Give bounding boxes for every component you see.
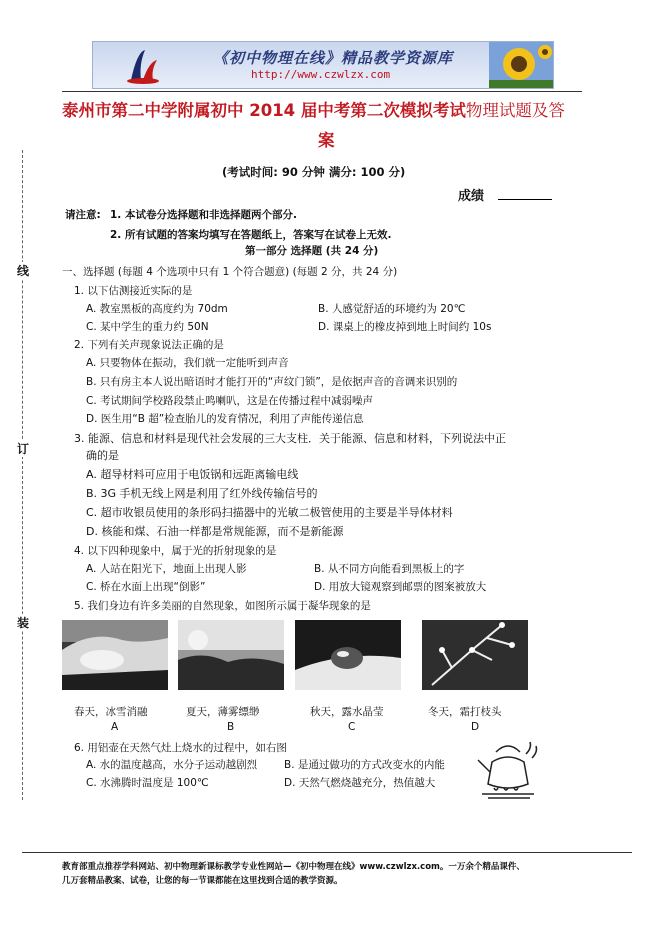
q5-letter-a: A [111,721,119,733]
q6-stem: 6. 用铝壶在天然气灶上烧水的过程中，如右图 [74,742,287,754]
q5-letter-c: C [348,721,356,733]
q2-stem: 2. 下列有关声现象说法正确的是 [74,339,224,351]
sunflower-image [489,42,553,89]
section-heading: 一、选择题 (每题 4 个选项中只有 1 个符合题意) (每题 2 分，共 24 分) [62,266,398,278]
header-rule [62,91,582,92]
footer-text [62,860,602,888]
q5-letter-d: D [471,721,480,733]
q1-option-b: B. 人感觉舒适的环境约为 20℃ [318,303,466,315]
q1-option-d: D. 课桌上的橡皮掉到地上时间约 10s [318,321,492,333]
binding-line [22,150,23,800]
q6-option-c: C. 水沸腾时温度是 100℃ [86,777,209,789]
footer-rule [22,852,632,853]
q2-option-c: C. 考试期间学校路段禁止鸣喇叭，这是在传播过程中减弱噪声 [86,395,374,407]
score-blank [498,199,552,200]
q6-option-a: A. 水的温度越高，水分子运动越剧烈 [86,759,258,771]
q1-option-a: A. 教室黑板的高度约为 70dm [86,303,228,315]
q6-option-b: B. 是通过做功的方式改变水的内能 [284,759,445,771]
notes-heading: 请注意: [65,209,101,221]
photo-d-frost [422,620,528,690]
footer-line-2: 几万套精品教案、试卷，让您的每一节课都能在这里找到合适的教学资源。 [62,876,343,886]
q5-stem: 5. 我们身边有许多美丽的自然现象，如图所示属于凝华现象的是 [74,600,371,612]
q6-option-d: D. 天然气燃烧越充分，热值越大 [284,777,436,789]
header-banner [92,41,554,89]
q3-stem-line1: 3. 能源、信息和材料是现代社会发展的三大支柱．关于能源、信息和材料，下列说法中正 [74,432,506,445]
part1-title: 第一部分 选择题 (共 24 分) [245,245,379,257]
side-label-order: 订 [16,442,29,456]
footer-line-1: 教育部重点推荐学科网站、初中物理新课标教学专业性网站—《初中物理在线》www.czwlzx.com。一万余个精品课件、 [62,862,525,872]
title-line2: 案 [318,131,335,150]
q3-option-d: D. 核能和煤、石油一样都是常规能源，而不是新能源 [86,525,344,538]
q1-stem: 1. 以下估测接近实际的是 [74,285,193,297]
q3-option-c: C. 超市收银员使用的条形码扫描器中的光敏二极管使用的主要是半导体材料 [86,506,453,519]
q2-option-b: B. 只有房主本人说出暗语时才能打开的“声纹门锁”，是依据声音的音调来识别的 [86,376,458,388]
q4-option-c: C. 桥在水面上出现“倒影” [86,581,206,593]
q5-caption-b: 夏天，薄雾缥缈 [186,706,260,718]
q2-option-a: A. 只要物体在振动，我们就一定能听到声音 [86,357,289,369]
q3-option-b: B. 3G 手机无线上网是利用了红外线传输信号的 [86,487,318,500]
q3-option-a: A. 超导材料可应用于电饭锅和远距离输电线 [86,468,299,481]
banner-title: 《初中物理在线》精品教学资源库 [213,49,454,67]
q4-option-d: D. 用放大镜观察到邮票的图案被放大 [314,581,487,593]
q5-caption-a: 春天，冰雪消融 [74,706,148,718]
title-main: 泰州市第二中学附属初中 2014 届中考第二次模拟考试 [62,101,466,120]
q3-stem-line2: 确的是 [86,449,119,462]
q5-caption-d: 冬天，霜打枝头 [428,706,502,718]
exam-info: (考试时间: 90 分钟 满分: 100 分) [222,165,406,179]
title-tail: 物理试题及答 [465,101,565,120]
q2-option-d: D. 医生用“B 超”检查胎儿的发育情况，利用了声能传递信息 [86,413,364,425]
q4-option-a: A. 人站在阳光下，地面上出现人影 [86,563,247,575]
page-title [62,96,592,126]
kettle-on-stove-icon [474,740,544,806]
q5-caption-c: 秋天，露水晶莹 [310,706,384,718]
photo-c-dew [295,620,401,690]
score-label: 成绩 [458,189,485,204]
q4-stem: 4. 以下四种现象中，属于光的折射现象的是 [74,545,277,557]
q1-option-c: C. 某中学生的重力约 50N [86,321,209,333]
photo-a-melting-ice [62,620,168,690]
q4-option-b: B. 从不同方向能看到黑板上的字 [314,563,465,575]
note-1: 1. 本试卷分选择题和非选择题两个部分. [110,209,297,221]
side-label-line: 线 [16,264,29,278]
side-label-bind: 装 [16,616,29,630]
photo-b-mist [178,620,284,690]
site-logo-icon [123,46,163,86]
q5-letter-b: B [227,721,235,733]
note-2: 2. 所有试题的答案均填写在答题纸上，答案写在试卷上无效. [110,229,392,241]
banner-url[interactable]: http://www.czwlzx.com [251,68,391,81]
